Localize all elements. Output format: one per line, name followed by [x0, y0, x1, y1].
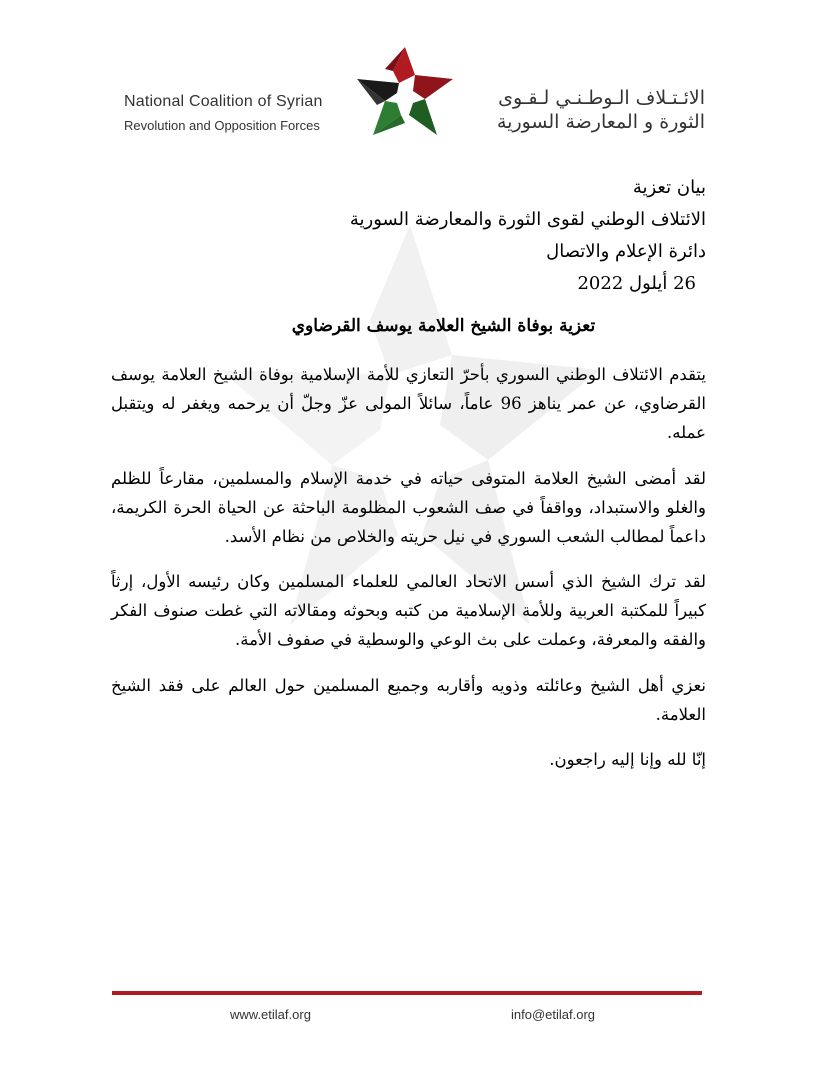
- statement-body: [111, 172, 706, 791]
- org-name-english: [124, 92, 364, 136]
- org-name-arabic-line1: الائـتـلاف الـوطـنـي لـقـوى: [498, 87, 705, 109]
- statement-date-row: [111, 268, 706, 300]
- statement-date: 26 أيلول 2022: [577, 273, 696, 294]
- paragraph: إنّا لله وإنا إليه راجعون.: [549, 750, 706, 769]
- org-name-english-line2: Revolution and Opposition Forces: [124, 118, 320, 133]
- paragraph: لقد أمضى الشيخ العلامة المتوفى حياته في خدمة الإسلام والمسلمين، مقارعاً للظلم والغلو والاستبداد، وواقفاً في صف الشعوب المظلومة الباحثة عن الحياة الحرة الكريمة، داعماً لمطالب الشعب السوري في نيل حريته والخلاص من نظام الأسد.: [111, 468, 706, 546]
- statement-department: دائرة الإعلام والاتصال: [546, 241, 706, 262]
- org-name-arabic-line2: الثورة و المعارضة السورية: [496, 111, 705, 133]
- footer-email-link[interactable]: info@etilaf.org: [511, 1007, 596, 1022]
- org-name-arabic: [455, 86, 705, 134]
- paragraph: نعزي أهل الشيخ وعائلته وذويه وأقاربه وجميع المسلمين حول العالم على فقد الشيخ العلامة.: [111, 675, 706, 724]
- footer-website-link[interactable]: www.etilaf.org: [230, 1007, 311, 1022]
- footer-divider: [112, 991, 702, 995]
- coalition-star-logo-icon: [355, 45, 455, 137]
- statement-title: تعزية بوفاة الشيخ العلامة يوسف القرضاوي: [291, 316, 596, 336]
- paragraph: يتقدم الائتلاف الوطني السوري بأحرّ التعازي للأمة الإسلامية بوفاة الشيخ العلامة يوسف القرضاوي، عن عمر يناهز 96 عاماً، سائلاً المولى عزّ وجلّ أن يرحمه ويغفر له ويتقبل عمله.: [111, 365, 706, 442]
- org-name-english-line1: National Coalition of Syrian: [124, 93, 323, 110]
- statement-type: بيان تعزية: [632, 177, 706, 198]
- statement-issuer: الائتلاف الوطني لقوى الثورة والمعارضة السورية: [349, 209, 706, 230]
- paragraph: لقد ترك الشيخ الذي أسس الاتحاد العالمي للعلماء المسلمين وكان رئيسه الأول، إرثاً كبيراً للمكتبة العربية وللأمة الإسلامية من كتبه وبحوثه ومقالاته التي غطت صنوف الفكر والفقه والمعرفة، وعملت على بث الوعي والوسطية في صفوف الأمة.: [111, 572, 706, 649]
- letterhead: [0, 0, 817, 150]
